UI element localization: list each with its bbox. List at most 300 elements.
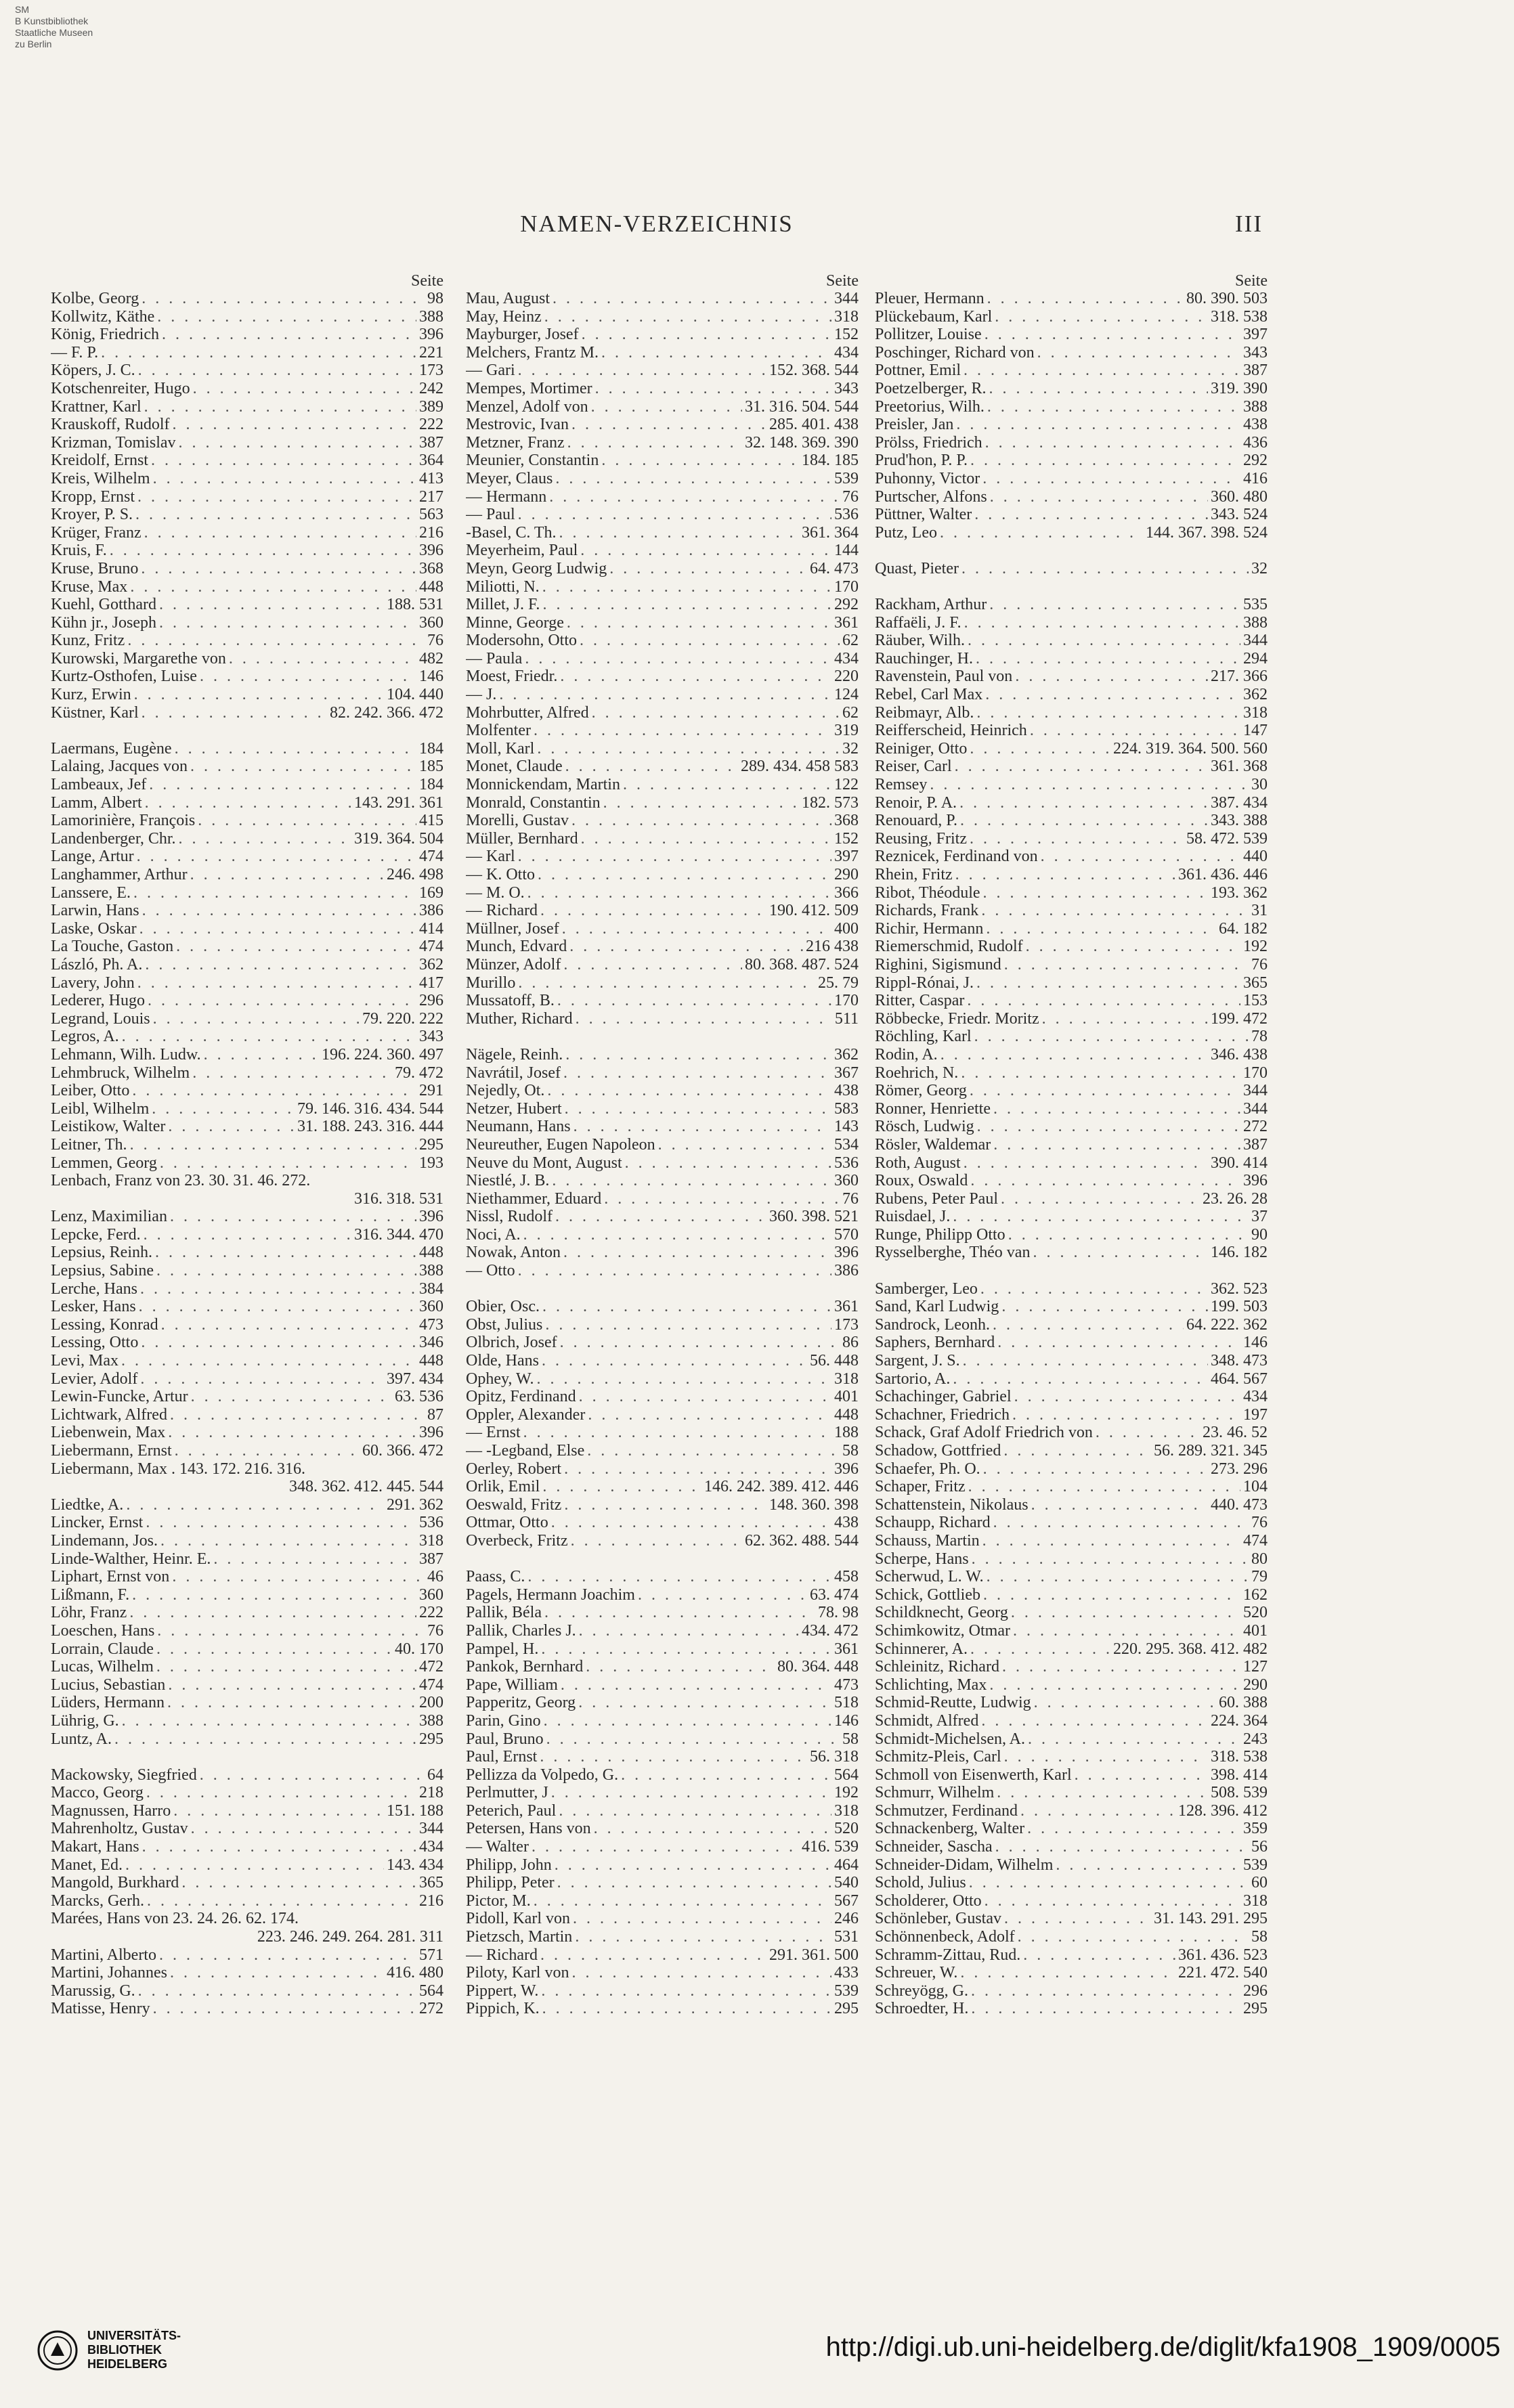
entry-pages: 400 [834, 919, 859, 938]
leader-dots [940, 524, 1143, 542]
leader-dots [976, 974, 1240, 992]
entry-pages: 583 [834, 1099, 859, 1118]
index-entry [466, 1010, 859, 1028]
entry-pages: 124 [834, 686, 859, 704]
entry-pages: 434 [834, 649, 859, 667]
entry-name: Runge, Philipp Otto [875, 1225, 1005, 1244]
entry-pages: 60. 388 [1219, 1694, 1268, 1712]
entry-name: Kurz, Erwin [51, 686, 131, 704]
leader-dots [609, 560, 807, 578]
entry-pages: 416. 480 [387, 1964, 444, 1982]
index-entry [875, 1298, 1268, 1316]
index-entry [466, 938, 859, 956]
index-entry [466, 290, 859, 308]
index-entry [51, 758, 444, 776]
entry-pages: 361 [834, 613, 859, 632]
index-entry [51, 326, 444, 344]
leader-dots [592, 704, 840, 722]
leader-dots [985, 326, 1240, 344]
entry-pages: 397 [1243, 326, 1268, 344]
index-entry [875, 1136, 1268, 1154]
entry-name: Schroedter, H. [875, 2000, 969, 2018]
entry-name: Lamorinière, François [51, 812, 196, 830]
entry-name: Rippl-Rónai, J. [875, 973, 974, 992]
entry-pages: 474 [419, 848, 444, 866]
leader-dots [144, 1226, 351, 1244]
index-entry [466, 884, 859, 902]
index-entry [875, 1100, 1268, 1118]
entry-pages: 295 [834, 2000, 859, 2018]
entry-name: Olde, Hans [466, 1352, 539, 1370]
entry-name: Netzer, Hubert [466, 1099, 562, 1118]
entry-pages: 458 [834, 1568, 859, 1586]
leader-dots [546, 1730, 840, 1749]
entry-pages: 223. 246. 249. 264. 281. 311 [257, 1928, 444, 1946]
index-entry [466, 1046, 859, 1064]
entry-name: Lessing, Otto [51, 1334, 139, 1352]
section-gap [51, 722, 444, 740]
entry-pages: 56 [1251, 1838, 1268, 1856]
entry-pages: 386 [834, 1262, 859, 1280]
leader-dots [146, 1514, 416, 1532]
index-entry [875, 1730, 1268, 1749]
entry-pages: 76 [1251, 955, 1268, 973]
index-entry [466, 1856, 859, 1875]
entry-name: Philipp, John [466, 1856, 552, 1874]
index-entry [466, 470, 859, 488]
index-entry [875, 1622, 1268, 1640]
leader-dots [985, 1892, 1240, 1910]
index-entry [875, 1856, 1268, 1875]
index-entry [875, 362, 1268, 380]
entry-name: Macco, Georg [51, 1784, 144, 1802]
entry-pages: 448 [419, 1352, 444, 1370]
entry-pages: 78. 98 [818, 1604, 859, 1622]
leader-dots [110, 542, 416, 560]
entry-name: Luntz, A. [51, 1730, 112, 1748]
entry-pages: 346. 438 [1211, 1045, 1268, 1064]
index-entry [466, 1892, 859, 1910]
index-entry [51, 578, 444, 596]
entry-pages: 413 [419, 469, 444, 487]
entry-name: — F. P. [51, 343, 99, 362]
index-entry [51, 1010, 444, 1028]
leader-dots [518, 1262, 831, 1280]
leader-dots [621, 1766, 831, 1785]
index-entry [51, 506, 444, 524]
entry-name: Kurowski, Margarethe von [51, 649, 226, 667]
entry-name: Loeschen, Hans [51, 1621, 155, 1640]
leader-dots [160, 1154, 416, 1173]
entry-pages: 147 [1243, 722, 1268, 740]
leader-dots [552, 1172, 831, 1190]
index-entry [51, 848, 444, 866]
leader-dots [995, 308, 1208, 326]
entry-name: Saphers, Bernhard [875, 1334, 995, 1352]
entry-name: Noci, A. [466, 1225, 521, 1244]
entry-pages: 318 [1243, 1891, 1268, 1910]
leader-dots [989, 1676, 1240, 1694]
leader-dots [940, 1046, 1208, 1064]
index-entry [875, 758, 1268, 776]
entry-name: Kruis, F. [51, 542, 107, 560]
entry-pages: 292 [1243, 452, 1268, 470]
leader-dots [1031, 1496, 1208, 1514]
entry-pages: 80 [1251, 1550, 1268, 1568]
entry-pages: 536 [419, 1514, 444, 1532]
index-entry [51, 1388, 444, 1406]
entry-pages: 571 [419, 1946, 444, 1964]
entry-pages: 387 [1243, 1135, 1268, 1154]
entry-pages: 151. 188 [387, 1801, 444, 1820]
entry-name: Rysselberghe, Théo van [875, 1244, 1031, 1262]
entry-pages: 58 [1251, 1928, 1268, 1946]
index-entry [466, 1082, 859, 1100]
index-entry [466, 866, 859, 884]
index-entry [875, 2000, 1268, 2018]
entry-name: Pippert, W. [466, 1982, 539, 2000]
entry-name: Nowak, Anton [466, 1244, 561, 1262]
entry-name: Mahrenholtz, Gustav [51, 1820, 188, 1838]
leader-dots [155, 1244, 416, 1262]
leader-dots [580, 632, 840, 650]
entry-pages: 396 [834, 1460, 859, 1478]
entry-pages: 397 [834, 848, 859, 866]
index-entry [875, 704, 1268, 722]
entry-name: Lepcke, Ferd. [51, 1225, 141, 1244]
entry-pages: 64. 222. 362 [1186, 1315, 1268, 1334]
index-entry [875, 1352, 1268, 1370]
leader-dots [557, 1874, 831, 1892]
index-entry [875, 686, 1268, 704]
entry-name: Reiser, Carl [875, 758, 952, 776]
index-entry [466, 344, 859, 362]
index-entry [466, 1964, 859, 1982]
entry-name: Liebenwein, Max [51, 1424, 166, 1442]
entry-name: Kollwitz, Käthe [51, 307, 155, 326]
leader-dots [167, 1694, 416, 1712]
entry-pages: 316. 344. 470 [354, 1225, 444, 1244]
entry-pages: 536 [834, 1154, 859, 1172]
index-entry [875, 1982, 1268, 2000]
leader-dots [157, 308, 416, 326]
leader-dots [138, 1982, 416, 2000]
leader-dots [970, 1172, 1240, 1190]
entry-pages: 64. 473 [810, 559, 859, 577]
leader-dots [955, 866, 1175, 884]
index-entry [466, 596, 859, 614]
index-entry [466, 1100, 859, 1118]
index-entry [875, 992, 1268, 1010]
leader-dots [970, 740, 1110, 758]
entry-name: Langhammer, Arthur [51, 866, 188, 883]
entry-pages: 448 [419, 577, 444, 596]
index-column-3 [875, 272, 1268, 2018]
entry-name: Schadow, Gottfried [875, 1442, 1001, 1460]
leader-dots [960, 1964, 1175, 1982]
entry-name: Levier, Adolf [51, 1370, 138, 1388]
index-entry [875, 1172, 1268, 1190]
index-entry [466, 416, 859, 434]
leader-dots [1056, 1856, 1240, 1875]
index-entry [875, 416, 1268, 434]
index-entry [51, 956, 444, 974]
index-entry [875, 1496, 1268, 1514]
entry-pages: 173 [834, 1315, 859, 1334]
entry-pages: 539 [834, 469, 859, 487]
entry-name: Martini, Johannes [51, 1964, 167, 1982]
index-entry [466, 434, 859, 452]
entry-pages: 438 [834, 1082, 859, 1100]
entry-name: Purtscher, Alfons [875, 487, 987, 506]
leader-dots [122, 1028, 416, 1046]
leader-dots [981, 1712, 1208, 1730]
entry-name: Meunier, Constantin [466, 452, 599, 470]
entry-name: Schmoll von Eisenwerth, Karl [875, 1766, 1072, 1784]
leader-dots [1037, 344, 1240, 362]
index-entry [466, 812, 859, 830]
section-gap [875, 1262, 1268, 1280]
leader-dots [579, 1388, 831, 1406]
leader-dots [586, 1658, 775, 1676]
entry-pages: 222 [419, 416, 444, 434]
index-entry [466, 1532, 859, 1550]
leader-dots [191, 1388, 392, 1406]
entry-name: Nägele, Reinh. [466, 1045, 563, 1064]
leader-dots [964, 362, 1240, 380]
entry-pages: 291. 361. 500 [769, 1946, 859, 1964]
entry-pages: 31 [1251, 902, 1268, 920]
index-entry [875, 1568, 1268, 1586]
entry-name: Schauss, Martin [875, 1531, 980, 1550]
index-entry [875, 1082, 1268, 1100]
entry-name: Richir, Hermann [875, 919, 984, 938]
stamp-line: Staatliche Museen [15, 27, 93, 38]
entry-pages: 184 [419, 776, 444, 794]
leader-dots [560, 667, 831, 686]
entry-pages: 362 [834, 1045, 859, 1064]
leader-dots [126, 1496, 384, 1514]
leader-dots [1004, 956, 1249, 974]
index-entry [466, 1820, 859, 1838]
index-entry [875, 1658, 1268, 1676]
leader-dots [638, 1586, 807, 1604]
entry-pages: 63. 536 [395, 1388, 444, 1406]
index-entry [466, 362, 859, 380]
index-entry [466, 452, 859, 470]
entry-name: — Ernst [466, 1424, 521, 1442]
index-entry [875, 560, 1268, 578]
leader-dots [540, 1748, 807, 1766]
index-entry [875, 1244, 1268, 1262]
entry-name: Legros, A. [51, 1028, 119, 1046]
leader-dots [161, 1316, 416, 1334]
leader-dots [137, 488, 416, 506]
leader-dots [204, 1046, 319, 1064]
leader-dots [542, 596, 831, 614]
index-entry [466, 1676, 859, 1694]
index-entry [51, 1892, 444, 1910]
entry-pages: 190. 412. 509 [769, 902, 859, 920]
entry-pages: 396 [419, 326, 444, 344]
index-entry [51, 812, 444, 830]
entry-name: Niethammer, Eduard [466, 1189, 602, 1208]
entry-name: Reznicek, Ferdinand von [875, 848, 1038, 866]
entry-pages: 143. 291. 361 [354, 793, 444, 812]
index-entry [51, 362, 444, 380]
entry-pages: 367 [834, 1064, 859, 1082]
entry-pages: 368 [834, 812, 859, 830]
entry-pages: 291 [419, 1082, 444, 1100]
entry-pages: 87 [427, 1405, 444, 1424]
entry-pages: 401 [1243, 1621, 1268, 1640]
index-entry [51, 1298, 444, 1316]
entry-name: Schildknecht, Georg [875, 1604, 1008, 1622]
leader-dots [545, 1316, 831, 1334]
entry-pages: 520 [834, 1820, 859, 1838]
leader-dots [542, 578, 831, 596]
index-entry [466, 380, 859, 398]
index-entry [51, 1946, 444, 1965]
leader-dots [159, 596, 384, 614]
leader-dots [987, 1568, 1249, 1586]
index-entry [466, 308, 859, 326]
leader-dots [1034, 1694, 1216, 1712]
entry-pages: 344 [419, 1820, 444, 1838]
leader-dots [141, 1334, 416, 1352]
entry-pages: 32 [1251, 559, 1268, 577]
entry-pages: 440 [1243, 848, 1268, 866]
entry-name: Olbrich, Josef [466, 1334, 557, 1352]
index-entry [466, 1298, 859, 1316]
entry-name: Lederer, Hugo [51, 992, 145, 1010]
entry-pages: 346 [419, 1334, 444, 1352]
entry-pages: 348. 473 [1211, 1352, 1268, 1370]
entry-pages: 518 [834, 1694, 859, 1712]
index-entry [51, 542, 444, 560]
entry-pages: 104 [1243, 1478, 1268, 1496]
entry-pages: 344 [1243, 632, 1268, 650]
entry-pages: 62. 362. 488. 544 [745, 1531, 859, 1550]
entry-pages: 246 [834, 1910, 859, 1928]
entry-pages: 361 [834, 1640, 859, 1658]
entry-pages: 563 [419, 506, 444, 524]
entry-name: Pankok, Bernhard [466, 1658, 584, 1676]
entry-pages: 474 [419, 938, 444, 956]
entry-pages: 60 [1251, 1874, 1268, 1892]
entry-name: Krüger, Franz [51, 523, 142, 542]
entry-pages: 387 [419, 433, 444, 452]
index-entry [51, 1226, 444, 1244]
entry-pages: 520 [1243, 1604, 1268, 1622]
index-entry [466, 398, 859, 416]
entry-pages: 295 [419, 1135, 444, 1154]
entry-name: Perlmutter, J [466, 1784, 548, 1802]
entry-pages: 78 [1251, 1028, 1268, 1046]
leader-dots [989, 380, 1208, 398]
entry-name: Lehmbruck, Wilhelm [51, 1064, 190, 1082]
leader-dots [987, 290, 1184, 308]
entry-pages: 217. 366 [1211, 667, 1268, 686]
entry-pages: 193. 362 [1211, 883, 1268, 902]
index-entry [875, 1154, 1268, 1173]
entry-pages: 534 [834, 1135, 859, 1154]
leader-dots [567, 434, 742, 452]
index-entry [875, 614, 1268, 632]
entry-name: Rhein, Fritz [875, 866, 953, 883]
leader-dots [170, 1208, 416, 1226]
entry-name: Lavery, John [51, 973, 135, 992]
entry-pages: 76 [842, 1189, 859, 1208]
entry-name: — J. [466, 686, 497, 704]
leader-dots [114, 1730, 416, 1749]
index-entry [466, 1784, 859, 1802]
entry-pages: 365 [1243, 973, 1268, 992]
entry-pages: 291. 362 [387, 1495, 444, 1514]
entry-pages: 222 [419, 1604, 444, 1622]
index-entry [466, 1226, 859, 1244]
entry-pages: 348. 362. 412. 445. 544 [289, 1478, 444, 1496]
entry-name: Matisse, Henry [51, 2000, 150, 2018]
index-entry [466, 794, 859, 812]
leader-dots [982, 1532, 1240, 1550]
index-entry [875, 1802, 1268, 1820]
leader-dots [964, 1154, 1208, 1173]
leader-dots [987, 398, 1240, 416]
leader-dots [569, 938, 803, 956]
entry-pages: 448 [419, 1244, 444, 1262]
entry-name: Ophey, W. [466, 1370, 534, 1388]
entry-name: Orlik, Emil [466, 1478, 540, 1496]
entry-name: Schlichting, Max [875, 1676, 987, 1694]
leader-dots [130, 578, 416, 596]
entry-name: Lemmen, Georg [51, 1154, 157, 1172]
entry-name: Löhr, Franz [51, 1604, 127, 1622]
leader-dots [980, 1280, 1208, 1298]
index-entry [51, 1874, 444, 1892]
index-entry [51, 1496, 444, 1514]
entry-pages: 76 [1251, 1514, 1268, 1532]
entry-name: Kreis, Wilhelm [51, 469, 150, 487]
entry-name: — Richard [466, 1946, 538, 1964]
entry-pages: 540 [834, 1874, 859, 1892]
entry-pages: 221. 472. 540 [1178, 1964, 1268, 1982]
entry-name: Leistikow, Walter [51, 1118, 166, 1136]
leader-dots [995, 1838, 1249, 1856]
entry-pages: 401 [834, 1388, 859, 1406]
entry-pages: 482 [419, 649, 444, 667]
index-entry [875, 1766, 1268, 1785]
entry-pages: 417 [419, 973, 444, 992]
leader-dots [541, 1982, 831, 2000]
entry-name: Pellizza da Volpedo, G. [466, 1766, 619, 1784]
entry-pages: 511 [834, 1009, 859, 1028]
entry-name: Mohrbutter, Alfred [466, 703, 589, 722]
entry-pages: 438 [1243, 416, 1268, 434]
entry-pages: 396 [834, 1244, 859, 1262]
index-entry [51, 596, 444, 614]
entry-name: Pippich, K. [466, 2000, 540, 2018]
index-entry [466, 902, 859, 920]
index-entry [875, 650, 1268, 668]
leader-dots [518, 848, 831, 866]
entry-pages: 162 [1243, 1585, 1268, 1604]
entry-pages: 344 [1243, 1099, 1268, 1118]
index-entry [875, 1370, 1268, 1388]
index-entry [51, 920, 444, 938]
entry-name: Monet, Claude [466, 758, 563, 776]
entry-name: Minne, George [466, 613, 564, 632]
